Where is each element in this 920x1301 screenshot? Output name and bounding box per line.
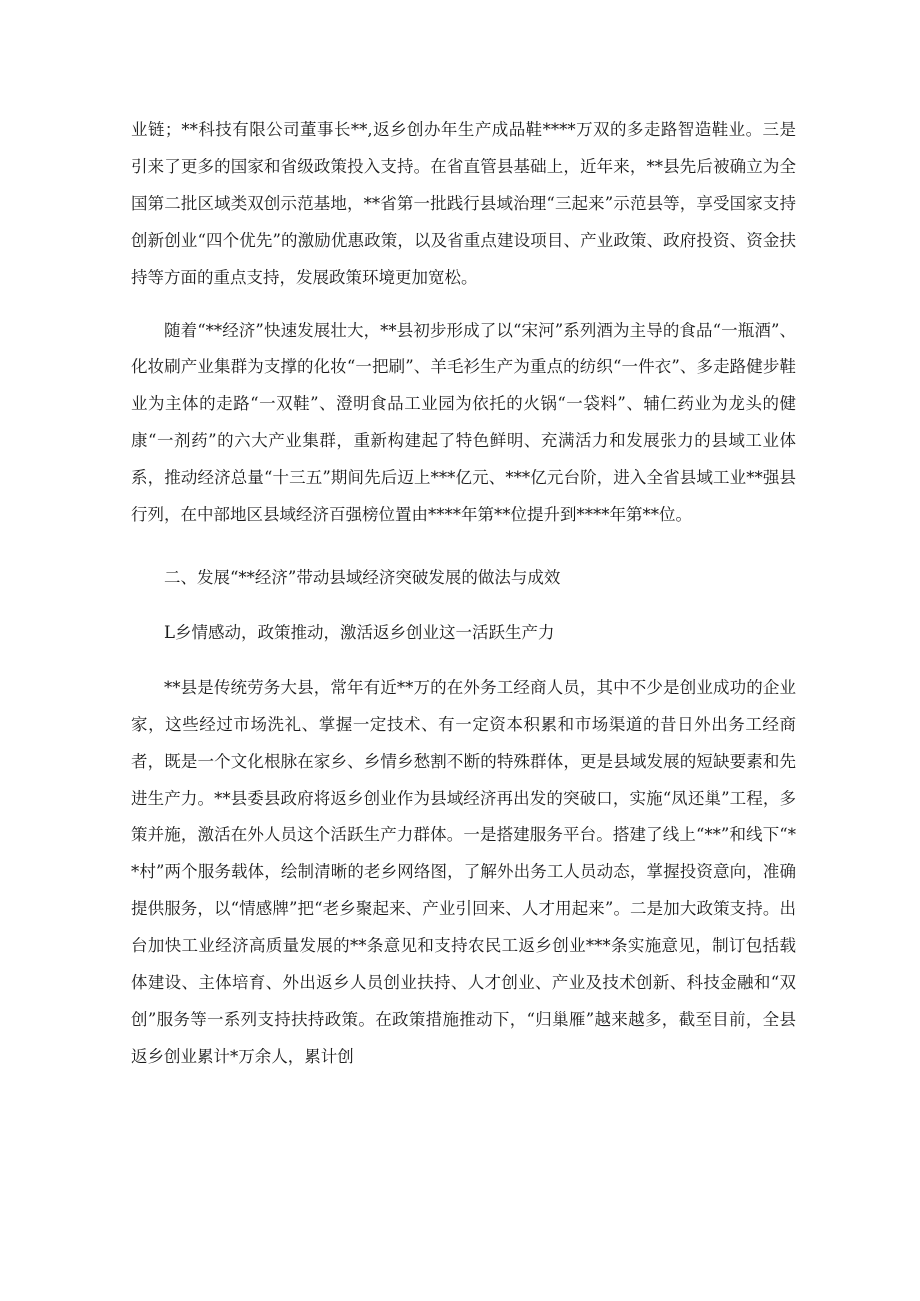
document-body <box>131 112 796 1076</box>
paragraph-industry-clusters: 随着“**经济”快速发展壮大，**县初步形成了以“宋河”系列酒为主导的食品“一瓶酒”、化妆刷产业集群为支撑的化妆“一把刷”、羊毛衫生产为重点的纺织“一件衣”、多走路健步鞋业为主体的走路“一双鞋”、澄明食品工业园为依托的火锅“一袋料”、辅仁药业为龙头的健康“一剂药”的六大产业集群，重新构建起了特色鲜明、充满活力和发展张力的县域工业体系，推动经济总量“十三五”期间先后迈上***亿元、***亿元台阶，进入全省县域工业**强县行列，在中部地区县域经济百强榜位置由****年第**位提升到****年第**位。 <box>131 320 796 525</box>
paragraph-return-entrepreneurship: **县是传统劳务大县，常年有近**万的在外务工经商人员，其中不少是创业成功的企业家，这些经过市场洗礼、掌握一定技术、有一定资本积累和市场渠道的昔日外出务工经商者，既是一个文化根脉在家乡、乡情乡愁割不断的特殊群体，更是县域发展的短缺要素和先进生产力。**县委县政府将返乡创业作为县域经济再出发的突破口，实施“凤还巢”工程，多策并施，激活在外人员这个活跃生产力群体。一是搭建服务平台。搭建了线上“**”和线下“**村”两个服务载体，绘制清晰的老乡网络图，了解外出务工人员动态，掌握投资意向，准确提供服务，以“情感牌”把“老乡聚起来、产业引回来、人才用起来”。二是加大政策支持。出台加快工业经济高质量发展的**条意见和支持农民工返乡创业***条实施意见，制订包括载体建设、主体培育、外出返乡人员创业扶持、人才创业、产业及技术创新、科技金融和“双创”服务等一系列支持扶持政策。在政策措施推动下，“归巢雁”越来越多，截至目前，全县返乡创业累计*万余人，累计创 <box>131 677 796 1066</box>
section-heading: 二、发展“**经济”带动县域经济突破发展的做法与成效 <box>164 567 561 587</box>
section-subheading: L乡情感动，政策推动，激活返乡创业这一活跃生产力 <box>164 622 555 642</box>
paragraph-policy-support: 业链；**科技有限公司董事长**,返乡创办年生产成品鞋****万双的多走路智造鞋业。三是引来了更多的国家和省级政策投入支持。在省直管县基础上，近年来，**县先后被确立为全国第二批区域类双创示范基地，**省第一批践行县域治理“三起来”示范县等，享受国家支持创新创业“四个优先”的激励优惠政策，以及省重点建设项目、产业政策、政府投资、资金扶持等方面的重点支持，发展政策环境更加宽松。 <box>131 120 796 287</box>
